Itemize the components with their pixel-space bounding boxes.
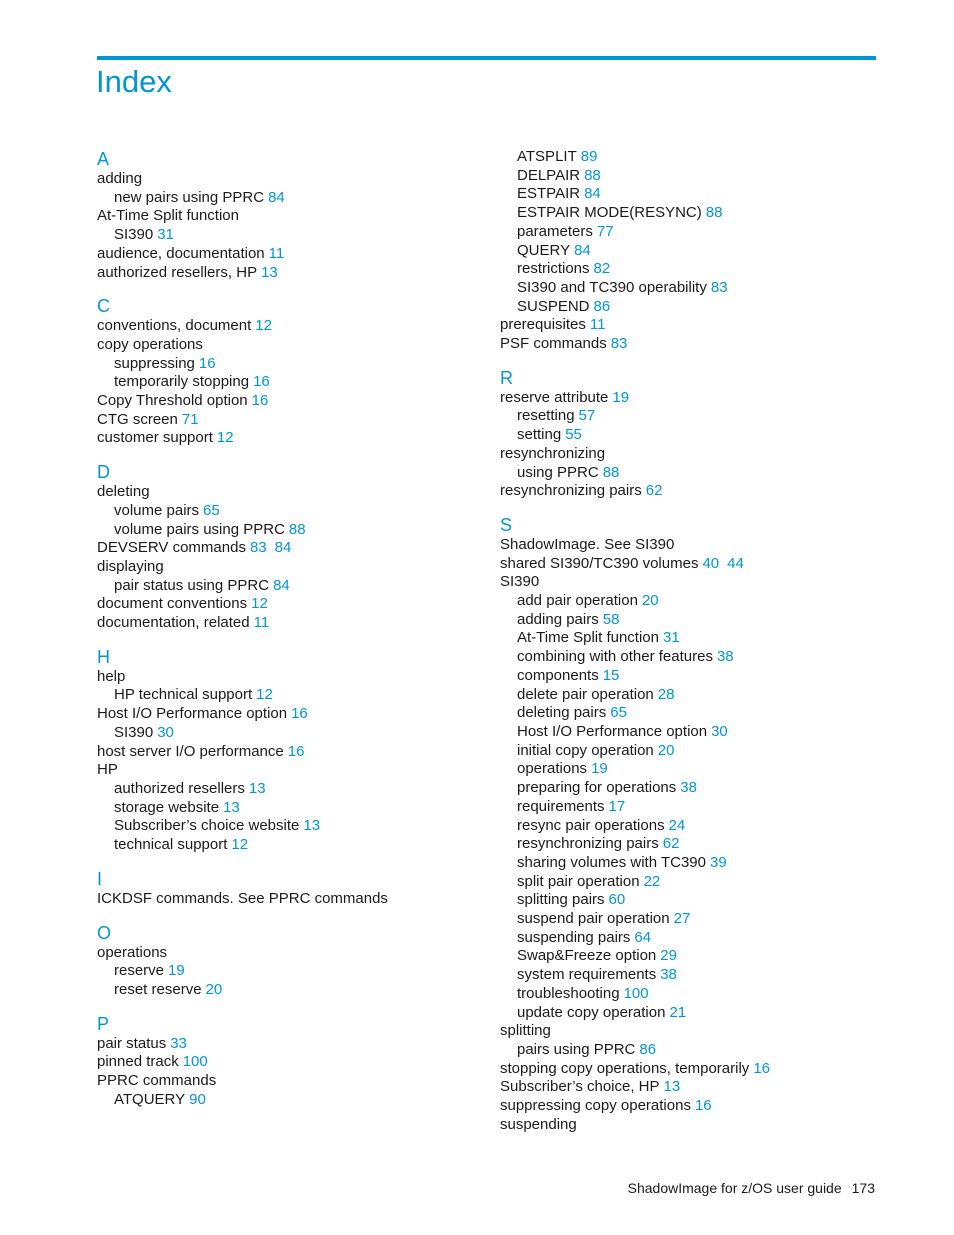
- page-link[interactable]: 11: [589, 316, 606, 334]
- index-subentry: [97, 189, 477, 208]
- entry-term: suppressing copy operations: [500, 1097, 691, 1115]
- entry-term: displaying: [97, 557, 164, 575]
- page-link[interactable]: 90: [189, 1090, 206, 1108]
- index-subentry: [500, 891, 880, 910]
- entry-term: pairs using PPRC: [517, 1040, 636, 1058]
- section-letter: C: [97, 296, 110, 317]
- page-link[interactable]: 40: [702, 554, 720, 572]
- entry-term: restrictions: [517, 260, 590, 278]
- page-link[interactable]: 16: [694, 1097, 712, 1115]
- entry-term: customer support: [97, 429, 213, 447]
- entry-term: CTG screen: [97, 410, 178, 428]
- index-entry: [97, 890, 477, 909]
- page-link[interactable]: 17: [608, 797, 626, 815]
- page-link[interactable]: 88: [288, 520, 306, 538]
- entry-term: pair status using PPRC: [114, 576, 270, 594]
- index-section: [97, 461, 477, 633]
- page-link[interactable]: 88: [584, 166, 601, 184]
- index-subentry: [97, 836, 477, 855]
- entry-term: reserve attribute: [500, 388, 609, 406]
- page-link[interactable]: 83: [710, 278, 728, 296]
- entry-term: suppressing: [114, 354, 195, 372]
- page-link[interactable]: 83: [249, 539, 267, 557]
- index-entry: [97, 392, 477, 411]
- index-entry: [97, 1072, 477, 1091]
- page-link[interactable]: 39: [709, 853, 727, 871]
- index-subentry: [500, 966, 880, 985]
- page-link[interactable]: 20: [205, 980, 223, 998]
- page-link[interactable]: 15: [602, 666, 620, 684]
- page-link[interactable]: 11: [253, 614, 270, 632]
- page-link[interactable]: 38: [660, 966, 677, 984]
- page-link[interactable]: 27: [673, 910, 691, 928]
- page-link[interactable]: 12: [216, 429, 234, 447]
- page-link[interactable]: 28: [657, 685, 675, 703]
- section-letter: I: [97, 868, 103, 889]
- entry-term: Host I/O Performance option: [97, 705, 288, 723]
- section-letter: P: [97, 1013, 110, 1034]
- index-subentry: [97, 577, 477, 596]
- entry-term: operations: [97, 943, 168, 961]
- page-link[interactable]: 77: [596, 222, 614, 240]
- index-entry: [97, 483, 477, 502]
- page-link[interactable]: 100: [623, 984, 649, 1002]
- index-entry: [97, 245, 477, 264]
- entry-term: add pair operation: [517, 592, 638, 610]
- entry-term: PSF commands: [500, 335, 607, 353]
- index-entry: [500, 573, 880, 592]
- entry-term: ATQUERY: [114, 1090, 186, 1108]
- entry-term: DEVSERV commands: [97, 539, 246, 557]
- page-link[interactable]: 58: [602, 610, 620, 628]
- index-subentry: [500, 167, 880, 186]
- index-entry: [97, 539, 477, 558]
- entry-term: authorized resellers: [114, 779, 245, 797]
- index-subentry: [500, 686, 880, 705]
- entry-term: conventions, document: [97, 317, 252, 335]
- index-subentry: [500, 298, 880, 317]
- entry-term: stopping copy operations, temporarily: [500, 1059, 750, 1077]
- page-link[interactable]: 16: [251, 392, 269, 410]
- index-subentry: [97, 355, 477, 374]
- entry-term: split pair operation: [517, 872, 640, 890]
- page-link[interactable]: 20: [641, 592, 659, 610]
- page-link[interactable]: 13: [248, 779, 266, 797]
- index-column-left: [97, 148, 477, 1122]
- entry-term: adding pairs: [517, 610, 599, 628]
- index-subentry: [500, 464, 880, 483]
- entry-term: volume pairs using PPRC: [114, 520, 285, 538]
- entry-term: update copy operation: [517, 1003, 666, 1021]
- index-entry: [97, 944, 477, 963]
- page-link[interactable]: 11: [268, 244, 285, 262]
- index-subentry: [500, 779, 880, 798]
- index-subentry: [500, 279, 880, 298]
- index-section: [97, 922, 477, 1000]
- page-link[interactable]: 83: [610, 335, 628, 353]
- index-subentry: [500, 985, 880, 1004]
- index-entry: [500, 335, 880, 354]
- entry-term: ESTPAIR MODE(RESYNC): [517, 204, 702, 222]
- index-subentry: [500, 260, 880, 279]
- section-letter: D: [97, 462, 110, 483]
- entry-term: HP technical support: [114, 686, 253, 704]
- index-subentry: [500, 592, 880, 611]
- entry-term: delete pair operation: [517, 685, 654, 703]
- page-link[interactable]: 22: [643, 872, 661, 890]
- entry-term: system requirements: [517, 966, 657, 984]
- entry-term: resynchronizing pairs: [517, 835, 659, 853]
- entry-term: At-Time Split function: [517, 629, 659, 647]
- index-entry: [97, 595, 477, 614]
- entry-term: resynchronizing: [500, 444, 606, 462]
- entry-term: combining with other features: [517, 648, 713, 666]
- entry-term: parameters: [517, 222, 593, 240]
- entry-term: shared SI390/TC390 volumes: [500, 554, 699, 572]
- footer-guide-title: ShadowImage for z/OS user guide: [627, 1180, 842, 1196]
- index-subentry: [500, 648, 880, 667]
- page-link[interactable]: 84: [584, 185, 601, 203]
- index-subentry: [500, 742, 880, 761]
- page-link[interactable]: 88: [705, 204, 723, 222]
- page-link[interactable]: 44: [727, 554, 744, 572]
- entry-term: Copy Threshold option: [97, 392, 248, 410]
- entry-term: Subscriber’s choice website: [114, 817, 300, 835]
- index-entry: [97, 614, 477, 633]
- index-entry: [500, 316, 880, 335]
- page-link[interactable]: 21: [669, 1003, 687, 1021]
- entry-term: ATSPLIT: [517, 148, 577, 165]
- page-link[interactable]: 16: [198, 354, 216, 372]
- index-entry: [97, 743, 477, 762]
- index-entry: [97, 1035, 477, 1054]
- footer-page-number: 173: [851, 1180, 875, 1196]
- index-entry: [97, 705, 477, 724]
- page-link[interactable]: 60: [608, 891, 626, 909]
- entry-term: deleting pairs: [517, 704, 607, 722]
- entry-term: copy operations: [97, 335, 203, 353]
- page-link[interactable]: 82: [593, 260, 611, 278]
- page-link[interactable]: 24: [668, 816, 686, 834]
- page-link[interactable]: 13: [261, 263, 278, 281]
- index-subentry: [500, 835, 880, 854]
- entry-term: reserve: [114, 962, 165, 980]
- index-subentry: [97, 226, 477, 245]
- index-entry: [97, 207, 477, 226]
- page-link[interactable]: 62: [662, 835, 680, 853]
- page-link[interactable]: 88: [602, 463, 620, 481]
- index-entry: [97, 264, 477, 283]
- entry-term: Swap&Freeze option: [517, 947, 657, 965]
- page-link[interactable]: 31: [663, 629, 680, 647]
- page-link[interactable]: 65: [203, 501, 220, 519]
- index-section: [97, 295, 477, 448]
- top-rule: [97, 56, 876, 60]
- index-entry: [97, 336, 477, 355]
- entry-term: PPRC commands: [97, 1072, 217, 1090]
- index-entry: [500, 555, 880, 574]
- entry-term: new pairs using PPRC: [114, 188, 265, 206]
- entry-term: Host I/O Performance option: [517, 722, 708, 740]
- section-letter: H: [97, 646, 110, 667]
- index-subentry: [500, 947, 880, 966]
- entry-term: initial copy operation: [517, 741, 654, 759]
- index-subentry: [500, 407, 880, 426]
- index-subentry: [500, 817, 880, 836]
- index-subentry: [500, 629, 880, 648]
- page-link[interactable]: 86: [639, 1040, 657, 1058]
- index-entry: [500, 389, 880, 408]
- index-subentry: [97, 817, 477, 836]
- index-entry: [97, 170, 477, 189]
- index-entry: [500, 536, 880, 555]
- entry-term: SI390: [114, 226, 154, 244]
- index-subentry: [500, 910, 880, 929]
- entry-term: pinned track: [97, 1053, 179, 1071]
- page-link[interactable]: 84: [574, 241, 591, 259]
- entry-term: ShadowImage. See SI390: [500, 535, 675, 553]
- page-link[interactable]: 71: [181, 410, 199, 428]
- entry-term: QUERY: [517, 241, 571, 259]
- page-link[interactable]: 84: [274, 539, 292, 557]
- page-link[interactable]: 62: [645, 482, 663, 500]
- index-subentry: [500, 204, 880, 223]
- section-letter: S: [500, 514, 513, 535]
- index-section: [500, 514, 880, 1135]
- page-link[interactable]: 31: [157, 226, 174, 244]
- page-link[interactable]: 38: [716, 648, 734, 666]
- index-subentry: [500, 242, 880, 261]
- index-subentry: [500, 873, 880, 892]
- entry-term: splitting: [500, 1022, 551, 1040]
- entry-term: documentation, related: [97, 614, 250, 632]
- page-link[interactable]: 84: [268, 188, 285, 206]
- entry-term: reset reserve: [114, 980, 202, 998]
- index-subentry: [97, 981, 477, 1000]
- entry-term: deleting: [97, 483, 150, 501]
- entry-term: volume pairs: [114, 501, 200, 519]
- index-entry: [500, 482, 880, 501]
- section-letter: O: [97, 922, 112, 943]
- entry-term: temporarily stopping: [114, 373, 250, 391]
- entry-term: adding: [97, 170, 143, 187]
- index-subentry: [500, 611, 880, 630]
- entry-term: resync pair operations: [517, 816, 665, 834]
- entry-term: storage website: [114, 798, 220, 816]
- entry-term: preparing for operations: [517, 779, 677, 797]
- entry-term: SI390: [114, 723, 154, 741]
- page-title: Index: [96, 64, 172, 99]
- index-subentry: [500, 667, 880, 686]
- index-section: [97, 148, 477, 282]
- page-link[interactable]: 86: [593, 297, 611, 315]
- page-link[interactable]: 33: [170, 1034, 187, 1052]
- index-subentry: [97, 373, 477, 392]
- page-link[interactable]: 12: [251, 595, 268, 613]
- section-letter: A: [97, 149, 110, 169]
- entry-term: using PPRC: [517, 463, 599, 481]
- index-subentry: [97, 502, 477, 521]
- page-link[interactable]: 19: [591, 760, 608, 778]
- index-section: [97, 1013, 477, 1110]
- page-link[interactable]: 29: [660, 947, 677, 965]
- index-subentry: [500, 929, 880, 948]
- entry-term: troubleshooting: [517, 984, 620, 1002]
- entry-term: suspending pairs: [517, 928, 631, 946]
- page-link[interactable]: 64: [634, 928, 652, 946]
- index-subentry: [500, 798, 880, 817]
- index-section: [97, 646, 477, 855]
- index-subentry: [500, 704, 880, 723]
- index-subentry: [500, 723, 880, 742]
- page-link[interactable]: 84: [273, 576, 290, 594]
- index-subentry: [500, 1041, 880, 1060]
- entry-term: resynchronizing pairs: [500, 482, 642, 500]
- entry-term: SUSPEND: [517, 297, 590, 315]
- page-link[interactable]: 12: [231, 836, 249, 854]
- index-column-right: [500, 148, 880, 1147]
- index-section: [500, 367, 880, 501]
- index-subentry: [97, 780, 477, 799]
- page-link[interactable]: 16: [287, 742, 305, 760]
- page-link[interactable]: 13: [303, 817, 321, 835]
- index-subentry: [500, 426, 880, 445]
- index-subentry: [97, 686, 477, 705]
- index-entry: [500, 1022, 880, 1041]
- entry-term: document conventions: [97, 595, 248, 613]
- entry-term: audience, documentation: [97, 244, 265, 262]
- page-link[interactable]: 12: [256, 686, 273, 704]
- page-link[interactable]: 16: [253, 373, 270, 391]
- entry-term: components: [517, 666, 599, 684]
- page-link[interactable]: 16: [291, 705, 308, 723]
- index-entry: [97, 429, 477, 448]
- entry-term: At-Time Split function: [97, 207, 239, 225]
- index-entry: [97, 411, 477, 430]
- index-entry: [500, 445, 880, 464]
- entry-term: suspending: [500, 1115, 577, 1133]
- index-subentry: [500, 854, 880, 873]
- index-subentry: [500, 223, 880, 242]
- index-subentry: [500, 1004, 880, 1023]
- entry-term: HP: [97, 761, 118, 779]
- entry-term: prerequisites: [500, 316, 586, 334]
- page-link[interactable]: 65: [610, 704, 627, 722]
- entry-term: pair status: [97, 1034, 167, 1052]
- entry-term: technical support: [114, 836, 228, 854]
- page-link[interactable]: 19: [612, 388, 630, 406]
- section-letter: R: [500, 367, 513, 388]
- page-link[interactable]: 38: [680, 779, 697, 797]
- entry-term: suspend pair operation: [517, 910, 670, 928]
- page-link[interactable]: 19: [168, 962, 185, 980]
- page-link[interactable]: 30: [157, 723, 174, 741]
- entry-term: DELPAIR: [517, 166, 581, 184]
- entry-term: ICKDSF commands. See PPRC commands: [97, 889, 388, 907]
- index-entry: [500, 1116, 880, 1135]
- page-link[interactable]: 57: [578, 407, 596, 425]
- page-link[interactable]: 55: [565, 426, 582, 444]
- index-entry: [500, 1097, 880, 1116]
- index-subentry: [97, 1091, 477, 1110]
- page-link[interactable]: 12: [255, 317, 272, 335]
- entry-term: sharing volumes with TC390: [517, 853, 706, 871]
- index-subentry: [97, 724, 477, 743]
- index-section: [97, 868, 477, 909]
- entry-term: ESTPAIR: [517, 185, 581, 203]
- index-subentry: [97, 521, 477, 540]
- entry-term: SI390 and TC390 operability: [517, 278, 707, 296]
- page-link[interactable]: 13: [223, 798, 240, 816]
- entry-term: operations: [517, 760, 588, 778]
- index-section: [500, 148, 880, 354]
- page-link[interactable]: 16: [753, 1059, 770, 1077]
- index-subentry: [97, 962, 477, 981]
- index-entry: [500, 1060, 880, 1079]
- page-footer: [628, 1178, 875, 1198]
- entry-term: requirements: [517, 797, 605, 815]
- page-link[interactable]: 89: [580, 148, 598, 165]
- index-subentry: [500, 185, 880, 204]
- index-entry: [97, 761, 477, 780]
- entry-term: SI390: [500, 573, 540, 591]
- index-entry: [97, 558, 477, 577]
- index-subentry: [97, 799, 477, 818]
- entry-term: setting: [517, 426, 562, 444]
- page-link[interactable]: 30: [711, 722, 728, 740]
- entry-term: help: [97, 667, 126, 685]
- index-entry: [97, 317, 477, 336]
- index-entry: [500, 1078, 880, 1097]
- entry-term: authorized resellers, HP: [97, 263, 258, 281]
- page-link[interactable]: 100: [182, 1053, 208, 1071]
- entry-term: host server I/O performance: [97, 742, 284, 760]
- page-link[interactable]: 20: [657, 741, 675, 759]
- index-subentry: [500, 760, 880, 779]
- entry-term: splitting pairs: [517, 891, 605, 909]
- entry-term: resetting: [517, 407, 575, 425]
- index-entry: [97, 1053, 477, 1072]
- page-link[interactable]: 13: [663, 1078, 681, 1096]
- index-entry: [97, 668, 477, 687]
- entry-term: Subscriber’s choice, HP: [500, 1078, 660, 1096]
- index-subentry: [500, 148, 880, 167]
